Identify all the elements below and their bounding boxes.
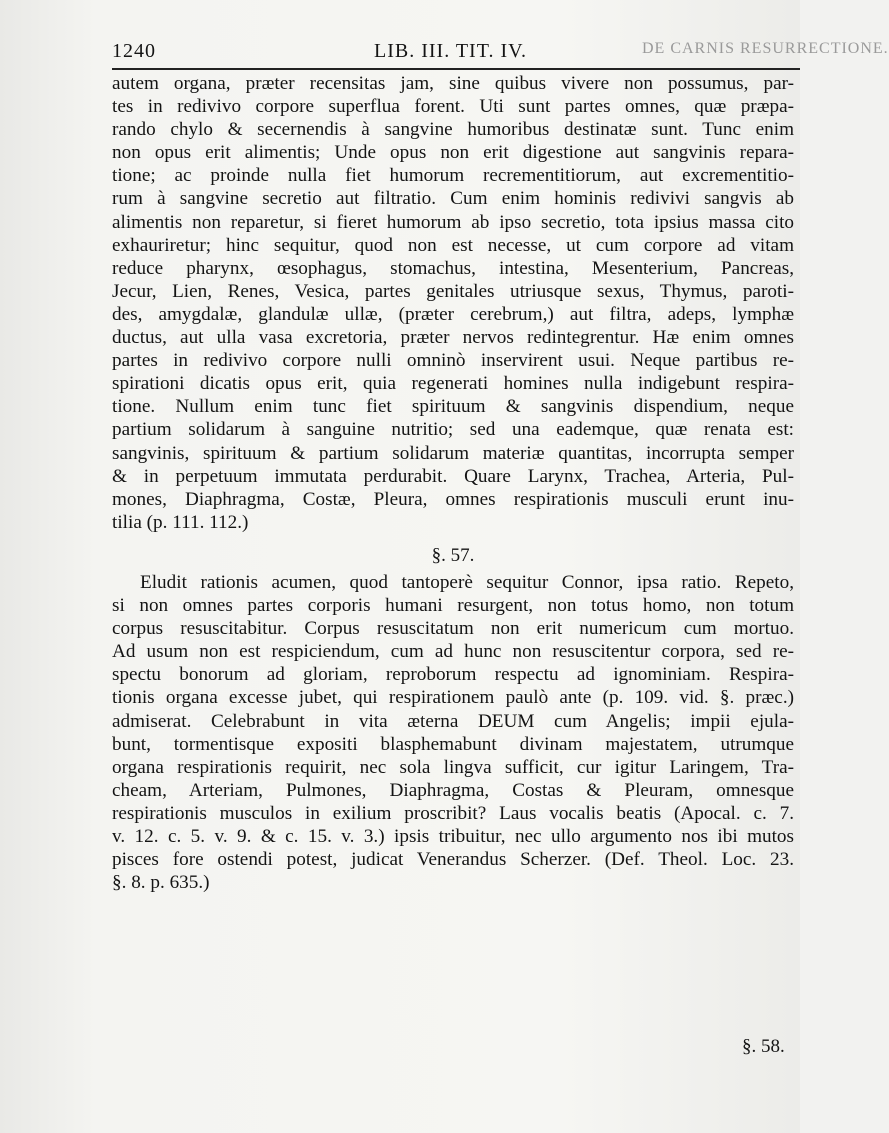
text-line: pisces fore ostendi potest, judicat Venerandus Scherzer. (Def. Theol. Loc. 23.: [112, 849, 794, 871]
text-line: rum à sangvine secretio aut filtratio. Cum enim hominis redivivi sangvis ab: [112, 188, 794, 210]
text-line: tilia (p. 111. 112.): [112, 511, 249, 533]
text-line: §. 8. p. 635.): [112, 872, 210, 894]
text-line: cheam, Arteriam, Pulmones, Diaphragma, Costas & Pleuram, omnesque: [112, 779, 794, 801]
text-line: reduce pharynx, œsophagus, stomachus, intestina, Mesenterium, Pancreas,: [112, 257, 794, 279]
text-line: organa respirationis requirit, nec sola lingva sufficit, cur igitur Laringem, Tra-: [112, 756, 794, 778]
text-line: corpus resuscitabitur. Corpus resuscitatum non erit numericum cum mortuo.: [112, 618, 794, 640]
text-line: bunt, tormentisque expositi blasphemabunt divinam majestatem, utrumque: [112, 733, 794, 755]
running-title: LIB. III. TIT. IV.: [374, 40, 527, 62]
page-header: [112, 36, 889, 70]
text-line: autem organa, præter recensitas jam, sine quibus vivere non possumus, par-: [112, 73, 794, 94]
text-line: ductus, aut ulla vasa excretoria, præter nervos redintegrentur. Hæ enim omnes: [112, 327, 794, 349]
page-body: [112, 72, 794, 894]
text-line: partes in redivivo corpore nulli omninò inservirent usui. Neque partibus re-: [112, 350, 794, 372]
paragraph-1: [112, 72, 794, 534]
text-line: mones, Diaphragma, Costæ, Pleura, omnes respirationis musculi erunt inu-: [112, 488, 794, 510]
text-line: tione. Nullum enim tunc fiet spirituum & sangvinis dispendium, neque: [112, 396, 794, 418]
text-line: alimentis non reparetur, si fieret humorum ab ipso secretio, tota ipsius massa cito: [112, 211, 794, 233]
text-line: exhauriretur; hinc sequitur, quod non est necesse, ut cum corpore ad vitam: [112, 234, 794, 256]
text-line: spirationi dicatis opus erit, quia regenerati homines nulla indigebunt respira-: [112, 373, 794, 395]
text-line: partium solidarum à sanguine nutritio; sed una eademque, quæ renata est:: [112, 419, 794, 441]
text-line: respirationis musculos in exilium proscribit? Laus vocalis beatis (Apocal. c. 7.: [112, 802, 794, 824]
text-line: rando chylo & secernendis à sangvine humoribus destinatæ sunt. Tunc enim: [112, 119, 794, 141]
text-line: admiserat. Celebrabunt in vita æterna DEUM cum Angelis; impii ejula-: [112, 710, 794, 732]
text-line: Jecur, Lien, Renes, Vesica, partes genitales utriusque sexus, Thymus, paroti-: [112, 280, 794, 302]
text-line: Eludit rationis acumen, quod tantoperè sequitur Connor, ipsa ratio. Repeto,: [140, 571, 794, 593]
section-heading: §. 57.: [431, 544, 475, 566]
text-line: tes in redivivo corpore superflua forent. Uti sunt partes omnes, quæ præpa-: [112, 96, 794, 118]
text-line: & in perpetuum immutata perdurabit. Quare Larynx, Trachea, Arteria, Pul-: [112, 465, 794, 487]
text-line: tione; ac proinde nulla fiet humorum recrementitiorum, aut excrementitio-: [112, 165, 794, 187]
bleed-through-title: DE CARNIS RESURRECTIONE.: [642, 40, 889, 57]
text-line: si non omnes partes corporis humani resurgent, non totus homo, non totum: [112, 595, 794, 617]
text-line: v. 12. c. 5. v. 9. & c. 15. v. 3.) ipsis tribuitur, nec ullo argumento nos ibi mutos: [112, 826, 794, 847]
text-line: tionis organa excesse jubet, qui respirationem paulò ante (p. 109. vid. §. præc.): [112, 687, 794, 709]
text-line: non opus erit alimentis; Unde opus non erit digestione aut sangvinis repara-: [112, 142, 794, 164]
text-line: spectu bonorum ad gloriam, reproborum respectu ad ignominiam. Respira-: [112, 664, 794, 686]
paragraph-2: [112, 571, 794, 894]
text-line: Ad usum non est respiciendum, cum ad hunc non resuscitentur corpora, sed re-: [112, 641, 794, 663]
text-line: sangvinis, spirituum & partium solidarum materiæ quantitas, incorrupta semper: [112, 442, 794, 464]
text-line: des, amygdalæ, glandulæ ullæ, (præter cerebrum,) aut filtra, adeps, lymphæ: [112, 303, 794, 325]
page-number: 1240: [112, 40, 156, 62]
catchword: §. 58.: [742, 1036, 785, 1057]
